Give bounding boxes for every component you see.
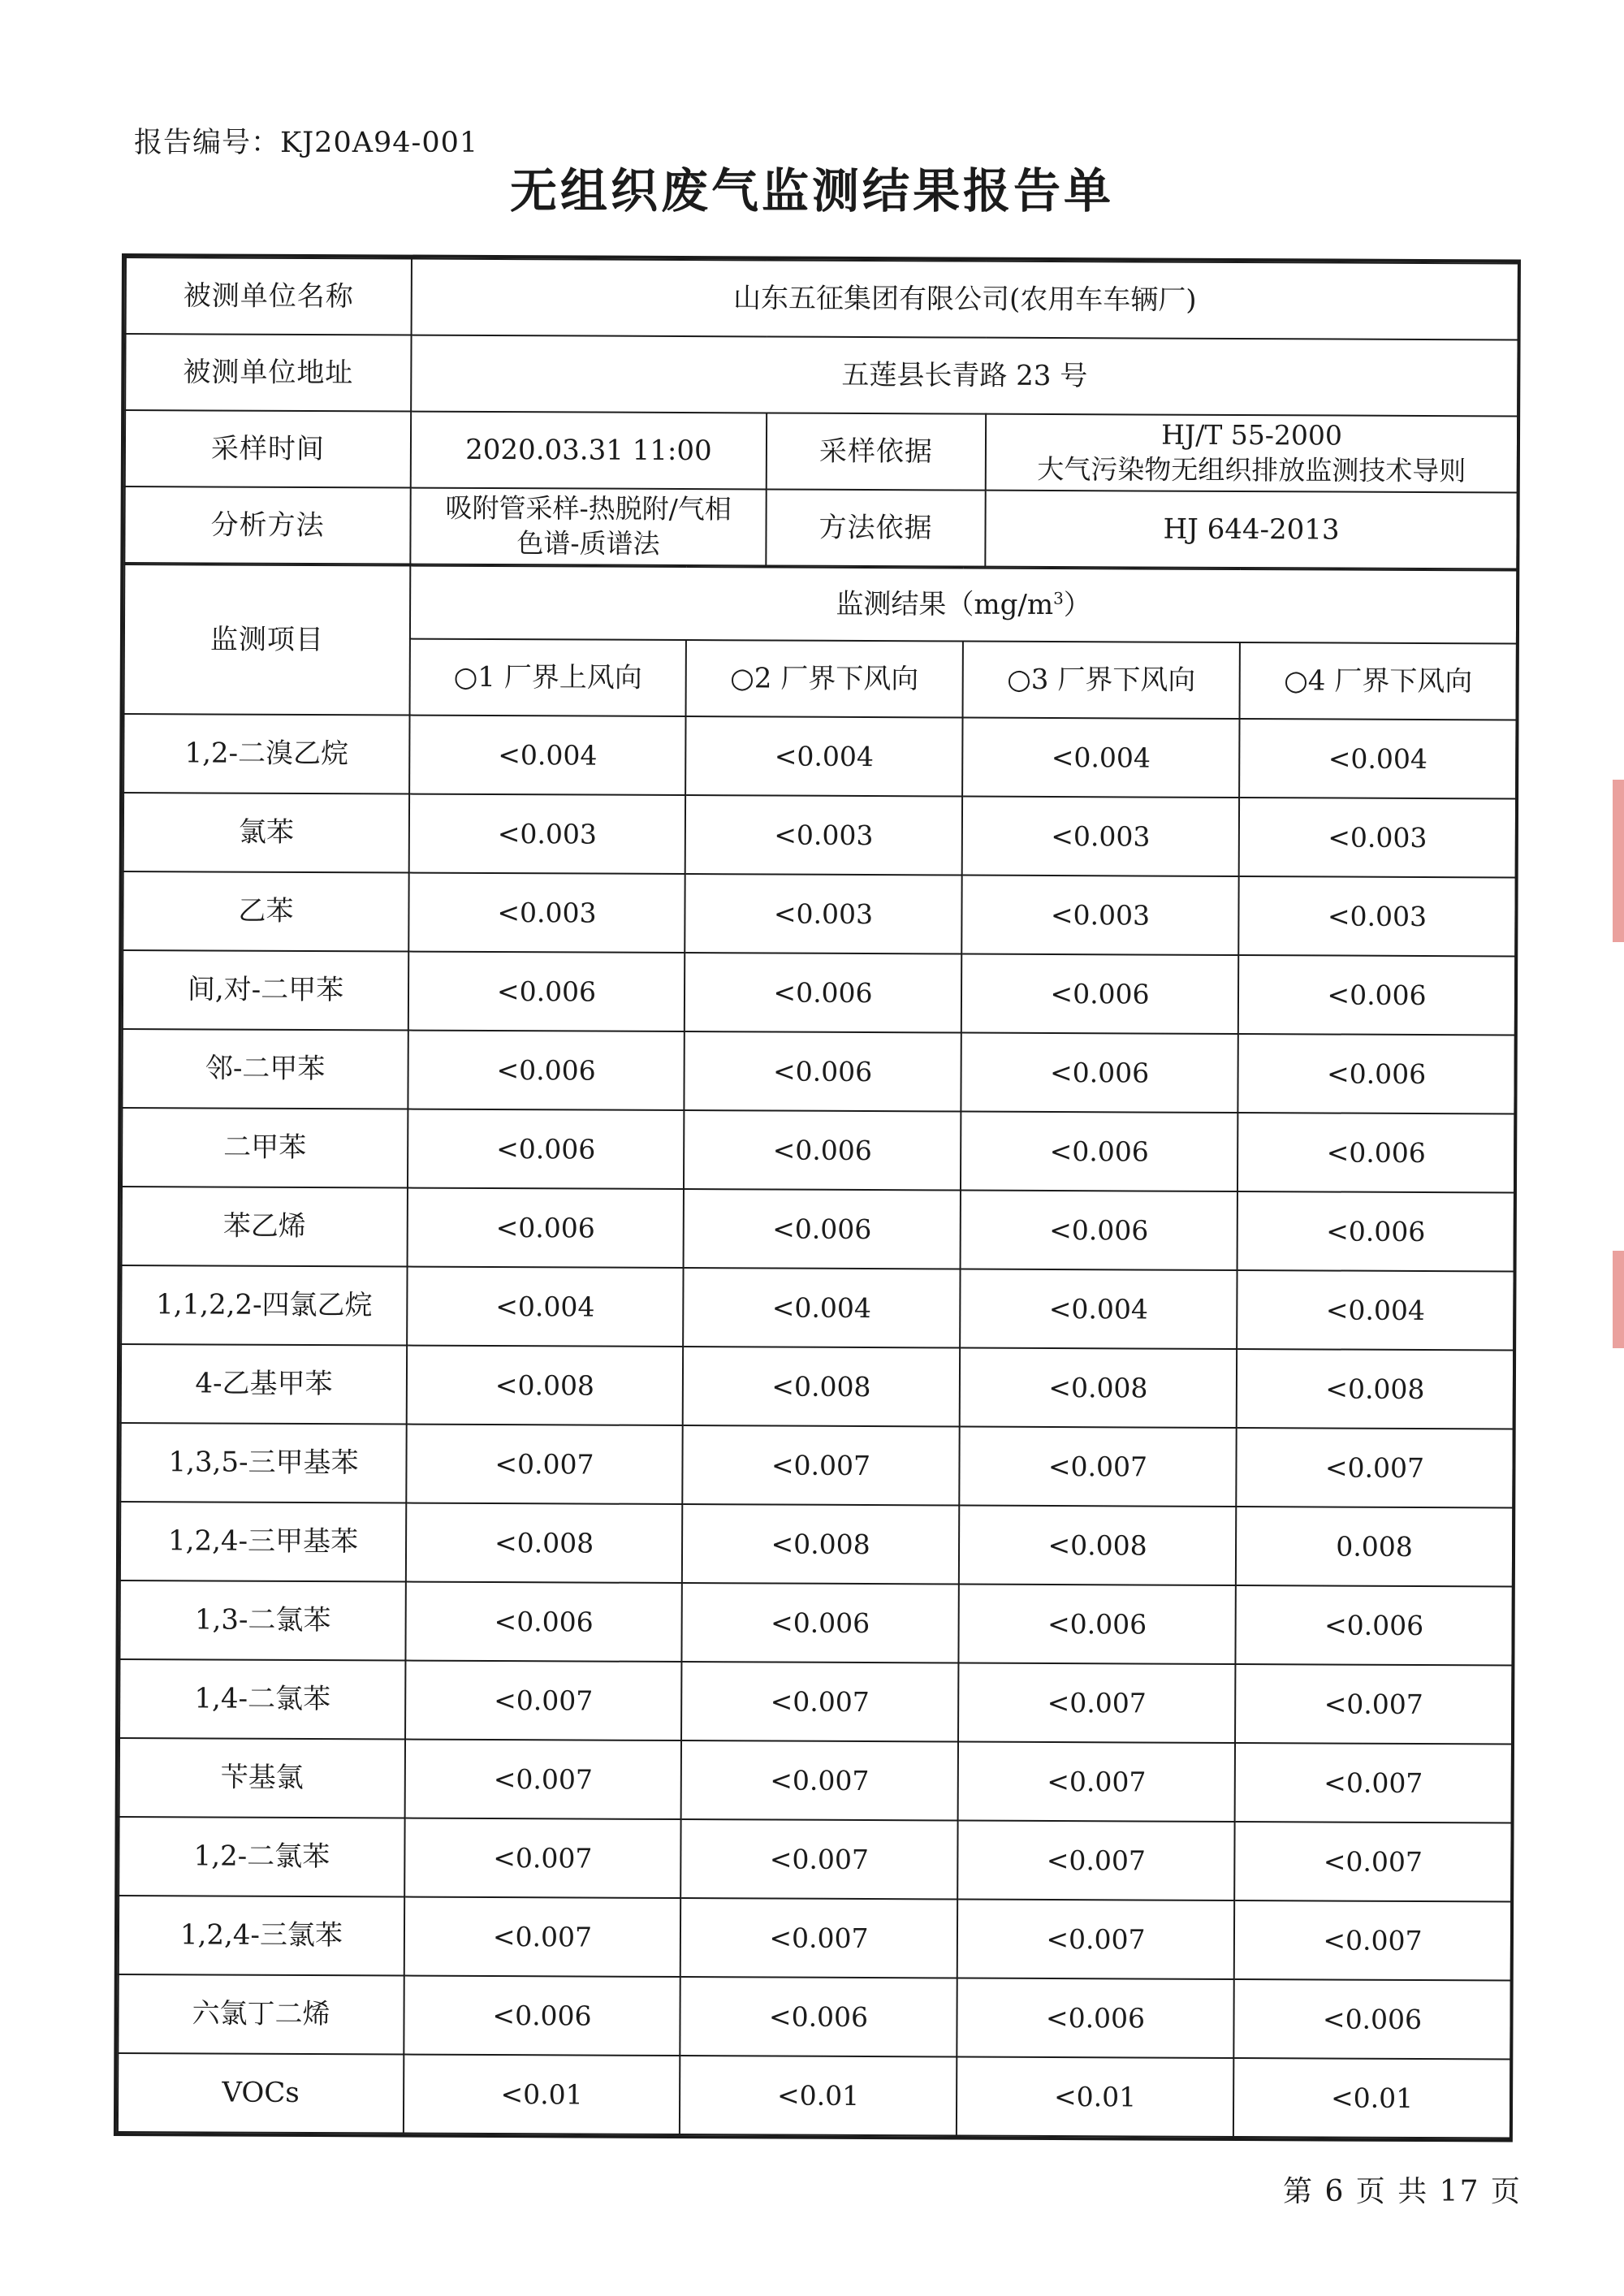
result-value-point-2: <0.006 — [684, 1110, 961, 1190]
result-value-point-3: <0.004 — [962, 718, 1239, 798]
result-value-point-4: <0.003 — [1238, 876, 1515, 956]
table-row — [119, 1817, 1511, 1901]
seal-edge-mark — [1613, 1251, 1624, 1348]
method-basis-label: 方法依据 — [766, 489, 985, 566]
results-header-row — [124, 564, 1517, 643]
result-value-point-3: <0.006 — [961, 1191, 1237, 1270]
results-label: 监测结果（mg/m — [836, 587, 1054, 621]
table-row — [123, 950, 1515, 1035]
result-value-point-2: <0.004 — [685, 716, 962, 796]
monitoring-results-header — [410, 566, 1517, 644]
point-header: ○2 厂界下风向 — [686, 640, 963, 717]
result-value-point-3: <0.006 — [958, 1585, 1235, 1664]
report-number: 报告编号：KJ20A94-001 — [134, 127, 479, 159]
table-row — [119, 1580, 1512, 1665]
monitoring-item-name: 1,3-二氯苯 — [119, 1580, 405, 1661]
result-value-point-4: <0.008 — [1237, 1349, 1514, 1429]
result-value-point-3: <0.003 — [962, 797, 1239, 876]
result-value-point-3: <0.01 — [957, 2057, 1233, 2137]
analysis-method-value — [410, 488, 766, 566]
result-value-point-1: <0.004 — [409, 716, 685, 795]
monitoring-item-name: 乙苯 — [123, 871, 408, 952]
result-value-point-4: <0.006 — [1237, 1034, 1514, 1113]
table-row — [122, 1108, 1514, 1192]
result-value-point-4: <0.007 — [1235, 1664, 1512, 1744]
result-value-point-3: <0.004 — [960, 1269, 1237, 1349]
method-basis-value: HJ 644-2013 — [985, 491, 1517, 569]
result-value-point-1: <0.006 — [408, 1031, 684, 1110]
table-row — [123, 871, 1515, 956]
point-header: ○4 厂界下风向 — [1240, 642, 1517, 720]
result-value-point-3: <0.003 — [961, 876, 1238, 955]
result-value-point-1: <0.006 — [404, 1976, 680, 2056]
result-value-point-3: <0.006 — [961, 954, 1238, 1034]
sampling-basis-line2: 大气污染物无组织排放监测技术导则 — [1037, 452, 1466, 487]
monitoring-item-name: 1,3,5-三甲基苯 — [120, 1423, 406, 1503]
result-value-point-1: <0.007 — [405, 1740, 681, 1819]
monitoring-item-name: 1,2,4-三氯苯 — [119, 1896, 404, 1976]
analysis-method-line2: 色谱-质谱法 — [516, 527, 660, 560]
result-value-point-3: <0.007 — [958, 1663, 1235, 1743]
monitoring-item-name: 间,对-二甲苯 — [123, 950, 408, 1031]
result-value-point-2: <0.006 — [685, 953, 961, 1032]
result-value-point-1: <0.006 — [405, 1582, 681, 1662]
result-value-point-2: <0.006 — [680, 1977, 957, 2056]
result-value-point-3: <0.006 — [961, 1033, 1237, 1113]
sampling-basis-label: 采样依据 — [767, 413, 986, 490]
result-value-point-1: <0.008 — [407, 1346, 683, 1425]
monitoring-item-name: 苯乙烯 — [122, 1187, 408, 1267]
page-footer: 第 6 页 共 17 页 — [1283, 2175, 1522, 2208]
monitoring-item-name: 氯苯 — [123, 793, 409, 873]
result-value-point-4: <0.007 — [1236, 1428, 1513, 1507]
result-value-point-2: <0.006 — [684, 1189, 961, 1269]
result-value-point-3: <0.006 — [957, 1978, 1233, 2058]
unit-name-label: 被测单位名称 — [126, 257, 412, 335]
table-row — [118, 2053, 1510, 2138]
result-value-point-2: <0.007 — [680, 1898, 957, 1978]
result-value-point-2: <0.007 — [680, 1819, 957, 1899]
monitoring-item-name: 4-乙基甲苯 — [121, 1344, 407, 1425]
result-value-point-2: <0.008 — [682, 1504, 959, 1584]
table-row — [119, 1896, 1511, 1980]
monitoring-item-header: 监测项目 — [124, 564, 411, 716]
result-value-point-1: <0.01 — [404, 2055, 680, 2134]
table-row — [123, 793, 1516, 877]
result-value-point-3: <0.008 — [960, 1348, 1237, 1428]
table-row — [120, 1423, 1513, 1507]
unit-address-label: 被测单位地址 — [125, 334, 411, 412]
result-value-point-1: <0.006 — [408, 952, 685, 1031]
analysis-method-label: 分析方法 — [124, 486, 410, 564]
result-value-point-2: <0.01 — [680, 2056, 957, 2135]
result-value-point-2: <0.006 — [684, 1031, 961, 1111]
info-table — [123, 257, 1519, 569]
result-value-point-4: <0.004 — [1239, 719, 1516, 798]
result-value-point-1: <0.007 — [404, 1818, 680, 1898]
result-value-point-3: <0.007 — [959, 1427, 1236, 1507]
table-row — [121, 1344, 1514, 1429]
results-unit-sup: 3 — [1053, 588, 1064, 608]
result-value-point-4: <0.006 — [1237, 1113, 1514, 1192]
result-value-point-4: <0.007 — [1235, 1743, 1512, 1823]
result-value-point-2: <0.008 — [683, 1347, 960, 1426]
sampling-basis-value — [986, 414, 1518, 493]
result-value-point-4: <0.006 — [1235, 1585, 1512, 1665]
table-row — [123, 714, 1516, 798]
table-row — [118, 1974, 1510, 2059]
unit-name-value: 山东五征集团有限公司(农用车车辆厂) — [412, 259, 1518, 340]
result-value-point-3: <0.007 — [957, 1900, 1234, 1979]
result-value-point-2: <0.007 — [681, 1662, 958, 1741]
results-body — [118, 714, 1517, 2138]
point-header: ○1 厂界上风向 — [410, 639, 686, 716]
table-row — [122, 1029, 1514, 1113]
result-value-point-2: <0.004 — [683, 1268, 960, 1347]
unit-address-row — [125, 334, 1518, 416]
analysis-method-line1: 吸附管采样-热脱附/气相 — [445, 491, 732, 525]
table-row — [122, 1187, 1514, 1271]
result-value-point-1: <0.007 — [404, 1897, 680, 1977]
table-row — [121, 1265, 1514, 1350]
result-value-point-1: <0.003 — [409, 794, 685, 874]
results-label-close: ） — [1063, 588, 1091, 621]
result-value-point-2: <0.003 — [685, 874, 961, 953]
result-value-point-1: <0.003 — [408, 873, 685, 953]
unit-name-row — [126, 257, 1518, 339]
sampling-time-label: 采样时间 — [125, 410, 411, 488]
monitoring-item-name: 1,2-二溴乙烷 — [123, 714, 409, 794]
monitoring-item-name: 二甲苯 — [122, 1108, 408, 1188]
table-row — [120, 1502, 1513, 1586]
result-value-point-4: <0.007 — [1234, 1900, 1511, 1980]
result-value-point-3: <0.007 — [957, 1821, 1234, 1900]
result-value-point-3: <0.006 — [961, 1112, 1237, 1191]
result-value-point-1: <0.007 — [406, 1425, 682, 1504]
result-value-point-2: <0.006 — [681, 1583, 958, 1663]
monitoring-item-name: 邻-二甲苯 — [122, 1029, 408, 1109]
result-value-point-4: 0.008 — [1236, 1507, 1513, 1586]
monitoring-item-name: 1,2,4-三甲基苯 — [120, 1502, 406, 1582]
result-value-point-4: <0.007 — [1234, 1822, 1511, 1901]
sampling-basis-line1: HJ/T 55-2000 — [1161, 418, 1342, 452]
result-value-point-4: <0.006 — [1237, 1191, 1514, 1271]
result-value-point-1: <0.008 — [406, 1503, 682, 1583]
monitoring-item-name: 1,1,2,2-四氯乙烷 — [121, 1265, 407, 1346]
monitoring-item-name: 苄基氯 — [119, 1738, 405, 1818]
report-sheet — [114, 253, 1521, 2142]
result-value-point-1: <0.004 — [407, 1267, 683, 1347]
analysis-row — [124, 486, 1517, 569]
results-table — [117, 564, 1518, 2138]
result-value-point-3: <0.007 — [958, 1742, 1235, 1822]
monitoring-item-name: 1,2-二氯苯 — [119, 1817, 404, 1897]
monitoring-item-name: 1,4-二氯苯 — [119, 1659, 405, 1740]
monitoring-item-name: 六氯丁二烯 — [118, 1974, 404, 2055]
table-row — [119, 1738, 1512, 1823]
result-value-point-2: <0.007 — [682, 1425, 959, 1505]
result-value-point-4: <0.004 — [1237, 1270, 1514, 1350]
page-title: 无组织废气监测结果报告单 — [509, 163, 1114, 218]
unit-address-value: 五莲县长青路 23 号 — [411, 335, 1518, 417]
result-value-point-1: <0.007 — [405, 1661, 681, 1740]
result-value-point-4: <0.006 — [1233, 1979, 1510, 2059]
result-value-point-3: <0.008 — [959, 1506, 1236, 1585]
result-value-point-2: <0.003 — [685, 795, 962, 875]
sampling-time-value: 2020.03.31 11:00 — [411, 412, 767, 490]
seal-edge-mark — [1613, 780, 1624, 942]
result-value-point-4: <0.01 — [1233, 2058, 1510, 2138]
result-value-point-2: <0.007 — [681, 1740, 958, 1820]
result-value-point-4: <0.006 — [1238, 955, 1515, 1035]
point-header: ○3 厂界下风向 — [963, 642, 1240, 719]
result-value-point-4: <0.003 — [1239, 798, 1516, 877]
sampling-row — [125, 410, 1518, 492]
table-row — [119, 1659, 1512, 1744]
monitoring-item-name: VOCs — [118, 2053, 404, 2134]
result-value-point-1: <0.006 — [408, 1109, 684, 1189]
result-value-point-1: <0.006 — [408, 1188, 684, 1268]
